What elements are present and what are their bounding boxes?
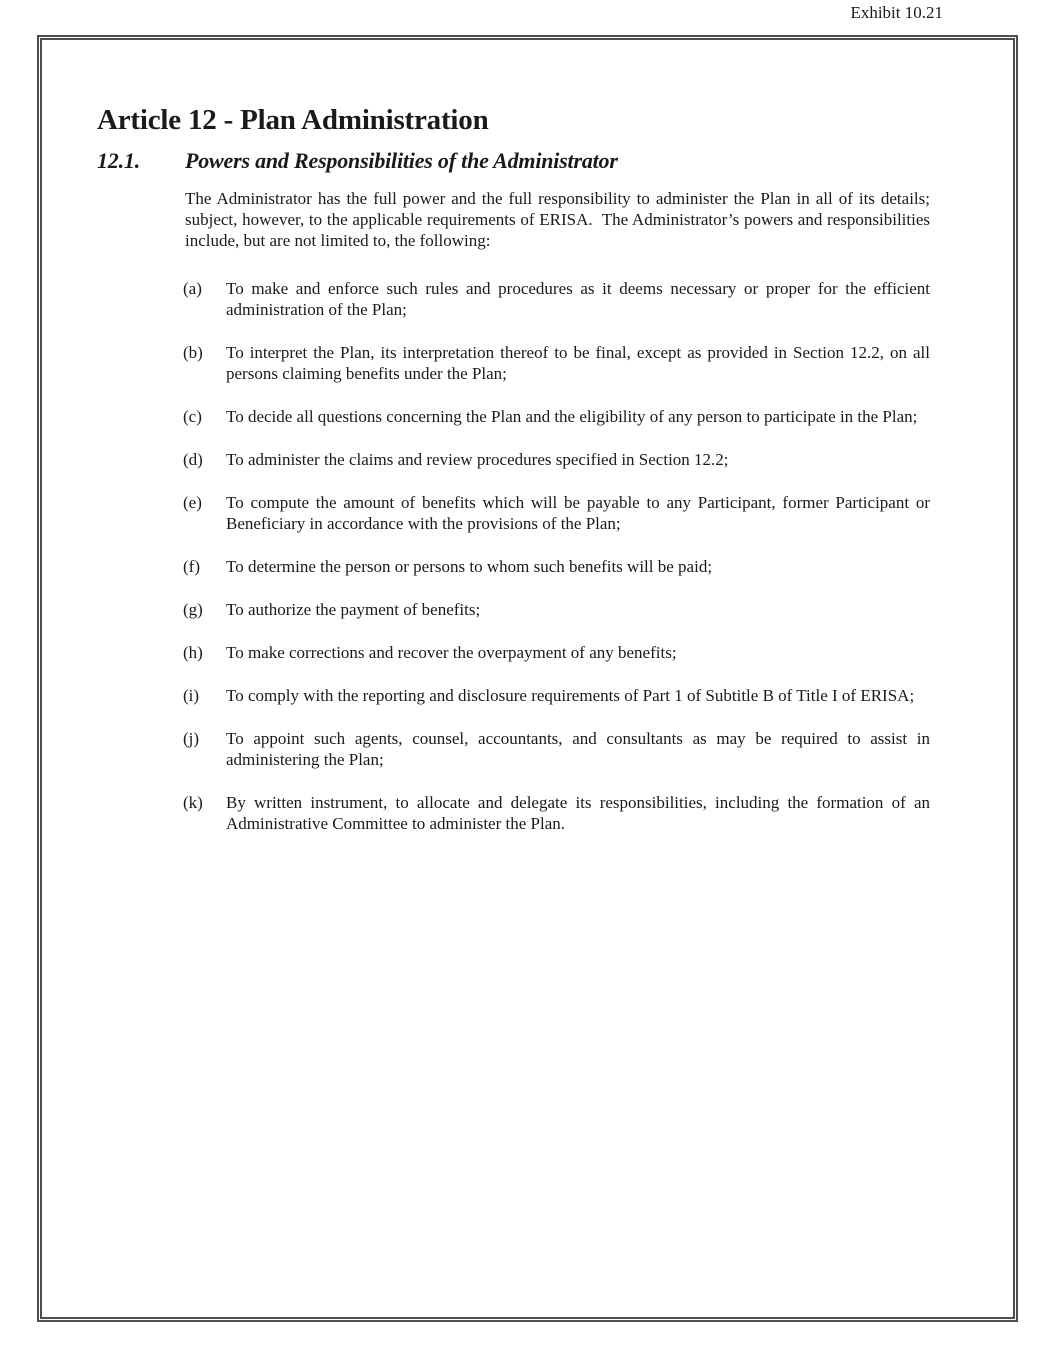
list-item	[183, 406, 930, 427]
section-number: 12.1.	[97, 148, 141, 173]
page-frame	[37, 35, 1018, 1322]
list-item	[183, 342, 930, 384]
list-item	[183, 685, 930, 706]
item-text: To administer the claims and review procedures specified in Section 12.2;	[226, 450, 729, 469]
list-item	[183, 492, 930, 534]
item-text: To make corrections and recover the overpayment of any benefits;	[226, 643, 677, 662]
item-text: By written instrument, to allocate and delegate its responsibilities, including the formation of an Administrative Committee to administer the Plan.	[226, 793, 930, 833]
item-marker: (g)	[183, 600, 203, 619]
item-marker: (i)	[183, 686, 200, 705]
item-marker: (f)	[183, 557, 200, 576]
article-title: Article 12 - Plan Administration	[97, 104, 489, 136]
item-text: To interpret the Plan, its interpretation thereof to be final, except as provided in Section 12.2, on all persons claiming benefits under the Plan;	[226, 343, 930, 383]
list-item	[183, 556, 930, 577]
item-marker: (k)	[183, 793, 203, 812]
list-item	[183, 449, 930, 470]
item-text: To appoint such agents, counsel, accountants, and consultants as may be required to assist in administering the Plan;	[226, 729, 930, 769]
list-item	[183, 278, 930, 320]
item-marker: (j)	[183, 729, 200, 748]
section-intro-paragraph: The Administrator has the full power and the full responsibility to administer the Plan in all of its details; subject, however, to the applicable requirements of ERISA. The Administrator’s powers and responsibilities include, but are not limited to, the following:	[185, 189, 930, 250]
item-marker: (h)	[183, 643, 203, 662]
list-item	[183, 642, 930, 663]
item-marker: (b)	[183, 343, 203, 362]
document-content	[42, 40, 1013, 834]
item-marker: (a)	[183, 279, 202, 298]
list-item	[183, 728, 930, 770]
item-text: To decide all questions concerning the Plan and the eligibility of any person to participate in the Plan;	[226, 407, 918, 426]
item-text: To make and enforce such rules and procedures as it deems necessary or proper for the efficient administration of the Plan;	[226, 279, 930, 319]
section-title: Powers and Responsibilities of the Administrator	[185, 148, 618, 173]
item-marker: (c)	[183, 407, 202, 426]
item-text: To authorize the payment of benefits;	[226, 600, 481, 619]
item-text: To compute the amount of benefits which will be payable to any Participant, former Participant or Beneficiary in accordance with the provisions of the Plan;	[226, 493, 930, 533]
item-text: To comply with the reporting and disclosure requirements of Part 1 of Subtitle B of Title I of ERISA;	[226, 686, 915, 705]
section-heading	[97, 148, 930, 174]
list-item	[183, 792, 930, 834]
item-marker: (d)	[183, 450, 203, 469]
item-marker: (e)	[183, 493, 202, 512]
item-text: To determine the person or persons to whom such benefits will be paid;	[226, 557, 713, 576]
list-item	[183, 599, 930, 620]
exhibit-label: Exhibit 10.21	[850, 3, 943, 22]
clause-list	[97, 278, 930, 834]
